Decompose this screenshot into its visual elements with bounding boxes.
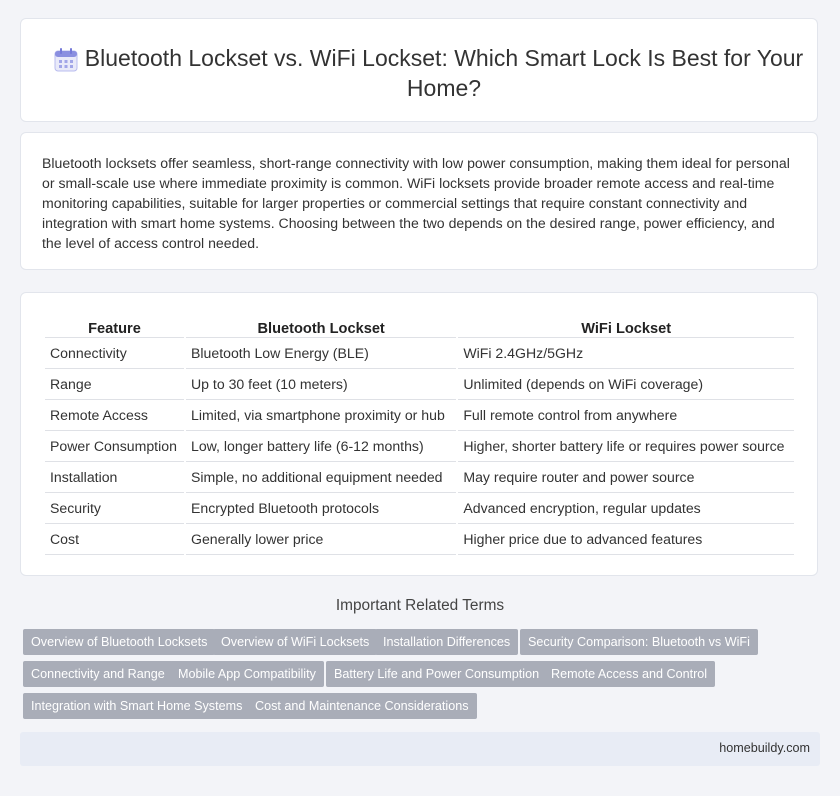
- wifi-cell: Full remote control from anywhere: [458, 400, 794, 431]
- related-term-tag[interactable]: Installation Differences: [375, 629, 518, 655]
- header-feature: Feature: [45, 315, 184, 338]
- wifi-cell: Higher, shorter battery life or requires power source: [458, 431, 794, 462]
- wifi-cell: Unlimited (depends on WiFi coverage): [458, 369, 794, 400]
- feature-cell: Range: [45, 369, 184, 400]
- footer-site-link[interactable]: homebuildy.com: [719, 741, 810, 755]
- table-row: [45, 462, 794, 493]
- comparison-card: [20, 292, 818, 576]
- wifi-cell: Higher price due to advanced features: [458, 524, 794, 555]
- related-term-tag[interactable]: Overview of Bluetooth Locksets: [23, 629, 215, 655]
- table-row: [45, 524, 794, 555]
- related-term-tag[interactable]: Mobile App Compatibility: [170, 661, 324, 687]
- intro-paragraph: Bluetooth locksets offer seamless, short-range connectivity with low power consumption, making them ideal for personal or small-scale use where immediate proximity is common. WiFi locksets provide broader remote access and real-time monitoring capabilities, suitable for larger properties or commercial settings that require constant connectivity and integration with smart home systems. Choosing between the two depends on the desired range, power efficiency, and the level of access control needed.: [42, 155, 790, 251]
- title-card: [20, 18, 818, 122]
- related-term-tag[interactable]: Remote Access and Control: [543, 661, 715, 687]
- header-bluetooth: Bluetooth Lockset: [186, 315, 456, 338]
- calendar-icon: [53, 47, 79, 78]
- footer: [20, 732, 820, 766]
- wifi-cell: Advanced encryption, regular updates: [458, 493, 794, 524]
- table-row: [45, 338, 794, 369]
- related-terms-heading: Important Related Terms: [335, 597, 505, 614]
- table-row: [45, 431, 794, 462]
- feature-cell: Power Consumption: [45, 431, 184, 462]
- intro-card: [20, 132, 818, 270]
- feature-cell: Connectivity: [45, 338, 184, 369]
- related-term-tag[interactable]: Integration with Smart Home Systems: [23, 693, 250, 719]
- wifi-cell: WiFi 2.4GHz/5GHz: [458, 338, 794, 369]
- header-wifi: WiFi Lockset: [458, 315, 794, 338]
- feature-cell: Remote Access: [45, 400, 184, 431]
- feature-cell: Cost: [45, 524, 184, 555]
- bluetooth-cell: Encrypted Bluetooth protocols: [186, 493, 456, 524]
- related-term-tag[interactable]: Battery Life and Power Consumption: [326, 661, 547, 687]
- table-row: [45, 493, 794, 524]
- comparison-table: [43, 315, 796, 555]
- related-term-tag[interactable]: Cost and Maintenance Considerations: [247, 693, 477, 719]
- feature-cell: Security: [45, 493, 184, 524]
- page-title: Bluetooth Lockset vs. WiFi Lockset: Which Smart Lock Is Best for Your Home?: [84, 45, 804, 101]
- related-term-tag[interactable]: Security Comparison: Bluetooth vs WiFi: [520, 629, 758, 655]
- bluetooth-cell: Generally lower price: [186, 524, 456, 555]
- bluetooth-cell: Bluetooth Low Energy (BLE): [186, 338, 456, 369]
- wifi-cell: May require router and power source: [458, 462, 794, 493]
- related-term-tag[interactable]: Overview of WiFi Locksets: [213, 629, 377, 655]
- bluetooth-cell: Up to 30 feet (10 meters): [186, 369, 456, 400]
- feature-cell: Installation: [45, 462, 184, 493]
- bluetooth-cell: Low, longer battery life (6-12 months): [186, 431, 456, 462]
- table-row: [45, 369, 794, 400]
- related-term-tag[interactable]: Connectivity and Range: [23, 661, 173, 687]
- table-header-row: [45, 315, 794, 338]
- table-row: [45, 400, 794, 431]
- bluetooth-cell: Simple, no additional equipment needed: [186, 462, 456, 493]
- bluetooth-cell: Limited, via smartphone proximity or hub: [186, 400, 456, 431]
